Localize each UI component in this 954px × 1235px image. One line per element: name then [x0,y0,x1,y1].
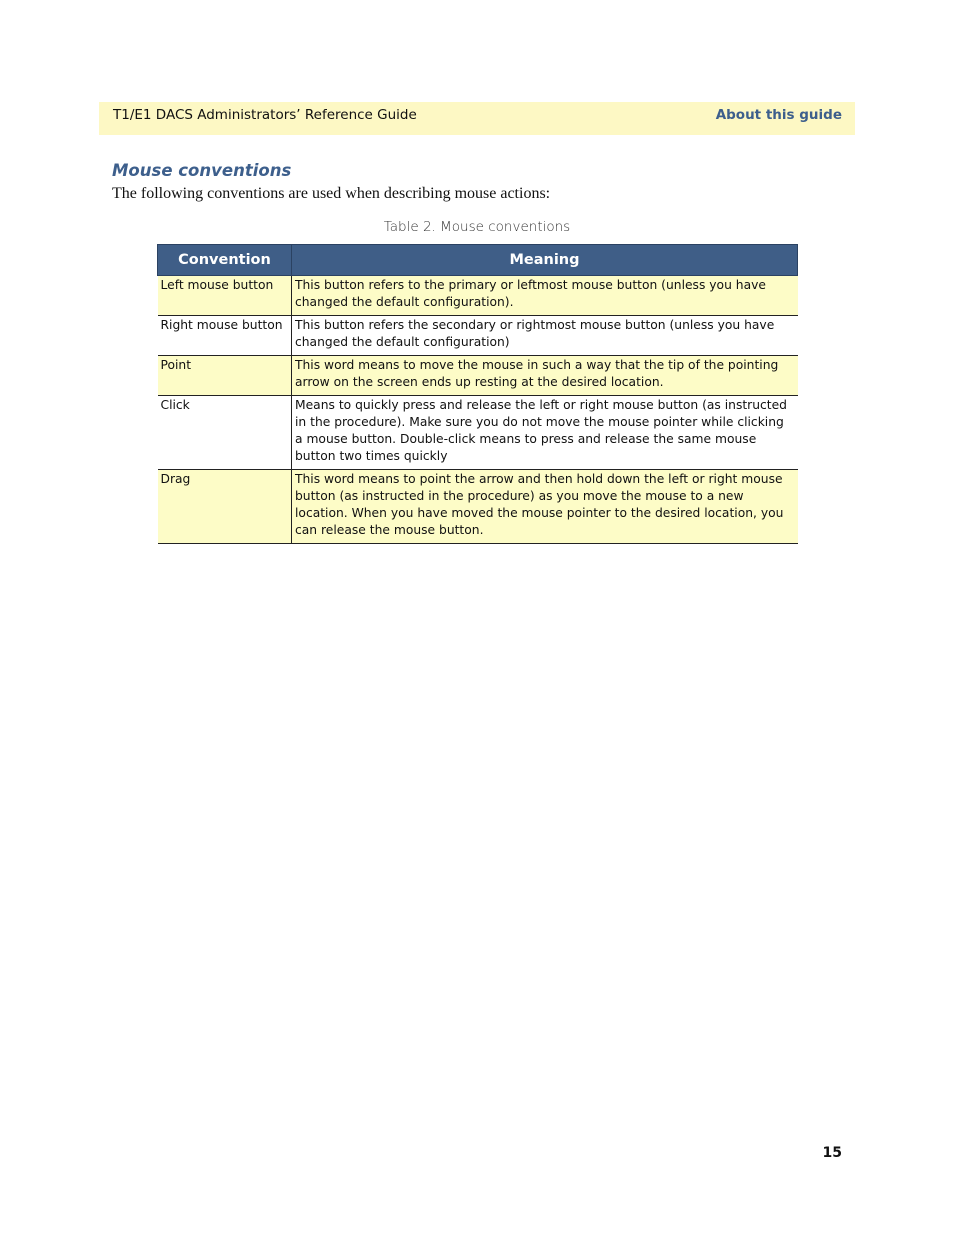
mouse-conventions-table [157,244,798,544]
meaning-cell: This button refers to the primary or leftmost mouse button (unless you have changed the default configuration). [292,276,798,316]
document-title: T1/E1 DACS Administrators’ Reference Guide [113,107,417,123]
column-header-convention: Convention [158,245,292,276]
table-row [158,316,798,356]
table-row [158,470,798,544]
intro-paragraph: The following conventions are used when describing mouse actions: [112,185,551,202]
table-row [158,356,798,396]
meaning-cell: This word means to point the arrow and then hold down the left or right mouse button (as instructed in the procedure) as you move the mouse to a new location. When you have moved the mouse pointer to the desired location, you can release the mouse button. [292,470,798,544]
table-header-row [158,245,798,276]
meaning-cell: This button refers the secondary or rightmost mouse button (unless you have changed the default configuration) [292,316,798,356]
convention-cell: Point [158,356,292,396]
running-header [99,102,855,135]
page-number: 15 [822,1145,842,1161]
convention-cell: Right mouse button [158,316,292,356]
table-caption: Table 2. Mouse conventions [383,219,571,235]
convention-cell: Drag [158,470,292,544]
section-link[interactable]: About this guide [715,107,842,123]
column-header-meaning: Meaning [292,245,798,276]
meaning-cell: Means to quickly press and release the left or right mouse button (as instructed in the procedure). Make sure you do not move the mouse pointer while clicking a mouse button. Double-click means to press and release the same mouse button two times quickly [292,396,798,470]
table-row [158,276,798,316]
table-row [158,396,798,470]
section-title: Mouse conventions [112,161,292,180]
convention-cell: Click [158,396,292,470]
convention-cell: Left mouse button [158,276,292,316]
meaning-cell: This word means to move the mouse in such a way that the tip of the pointing arrow on the screen ends up resting at the desired location. [292,356,798,396]
